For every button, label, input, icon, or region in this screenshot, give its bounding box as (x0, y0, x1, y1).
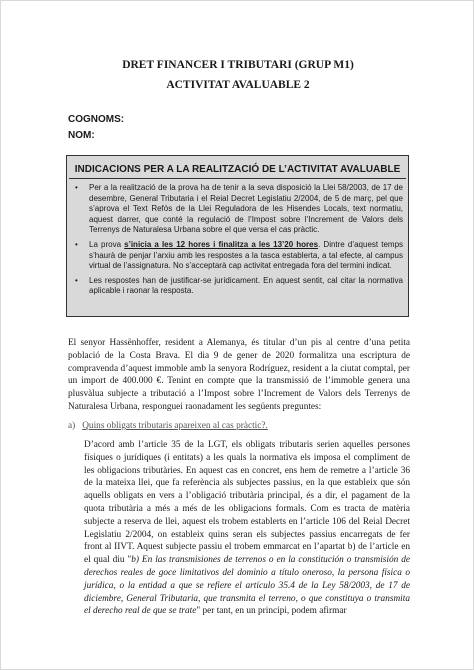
bullet-icon: • (75, 183, 78, 192)
instruction-item (73, 276, 403, 297)
answer-text: D’acord amb l’article 35 de la LGT, els obligats tributaris serien aquelles persones físiques o jurídiques (i entitats) a les quals la normativa els imposa el compliment de les obligacions tributàries. En aquest cas en concret, ens hem de remetre a l’article 36 de la mateixa llei, que fa referència als subjectes passius, en la que estableix que són aquells obligats en vers a l’obligació tributària principal, és a dir, el pagament de la quota tributària a més a més de les obligacions formals. Com es tracta de matèria subjecte a reserva de llei, aquest els trobem establerts en l’article 106 del Reial Decret Legislatiu 2/2004, on estableix quins seran els subjectes passius encarregats de fer front al IIVT. Aquest subjecte passiu el trobem emmarcat en l’apartat b) de l’article en el qual diu " (84, 440, 410, 566)
instructions-divider (69, 178, 406, 179)
instruction-item (73, 240, 403, 272)
instruction-text-start: La prova (89, 239, 125, 249)
bullet-icon: • (75, 239, 78, 249)
question-text: Quins obligats tributaris apareixen al cas pràctic?. (82, 421, 268, 431)
instruction-text: Les respostes han de justificar-se jurídicament. En aquest sentit, cal citar la normativa aplicable i raonar la resposta. (89, 275, 403, 296)
question-marker: a) (68, 421, 76, 431)
bullet-icon: • (75, 275, 78, 285)
instructions-box (66, 155, 409, 317)
name-label: NOM: (68, 130, 95, 141)
instructions-list (73, 183, 403, 301)
question-a (68, 421, 268, 431)
instruction-item (73, 183, 403, 236)
document-subtitle: ACTIVITAT AVALUABLE 2 (166, 79, 310, 91)
case-statement: El senyor Hassënhoffer, resident a Alemanya, és titular d’un pis al centre d’una petita població de la Costa Brava. El dia 9 de gener de 2020 formalitza una escriptura de compravenda d’aquest immoble amb la senyora Rodríguez, resident a la ciutat comptal, per un import de 400.000 €. Tenint en compte que la transmissió de l’immoble genera una plusvàlua subjecte a tributació a l’Impost sobre l’Increment de Valors dels Terrenys de Naturalesa Urbana, responguei raonadament les següents preguntes: (68, 338, 410, 412)
instruction-text: Per a la realització de la prova ha de tenir a la seva disposició la Llei 58/2003, de 17 de desembre, General Tributaria i el Reial Decret Legislatiu 2/2004, de 5 de març, pel que s’aprova el Text Refós de la Llei Reguladora de les Hisendes Locals, text normatiu, aquest darrer, que conté la regulació de l’Impost sobre l’Increment de Valors dels Terrenys de Naturalesa Urbana sobre el que versa el cas pràctic. (89, 183, 403, 235)
time-window-text: s’inicia a les 12 hores i finalitza a les 13’20 hores (124, 239, 319, 249)
surnames-label: COGNOMS: (68, 114, 125, 125)
answer-a (84, 439, 410, 618)
answer-text-end: " per tant, en un principi, podem afirmar (196, 606, 347, 617)
instruction-text-end: . Dintre d’aquest temps s’haurà de penjar l’arxiu amb les respostes a la tasca establerta, a tal efecte, al campus virtual de l’assignatura. No s’acceptarà cap activitat entregada fora del termini indicat. (89, 239, 404, 271)
instructions-title: INDICACIONS PER A LA REALITZACIÓ DE L’ACTIVITAT AVALUABLE (74, 164, 401, 175)
legal-quote: b) En las transmisiones de terrenos o en la constitución o transmisión de derechos reales de goce limitativos del dominio a título oneroso, la persona física o jurídica, o la entidad a que se refiere el artículo 35.4 de la Ley 58/2003, de 17 de diciembre, General Tributaria, que transmita el terreno, o que constituya o transmita el derecho real de que se trate (84, 555, 410, 617)
document-title: DRET FINANCER I TRIBUTARI (GRUP M1) (122, 59, 354, 71)
